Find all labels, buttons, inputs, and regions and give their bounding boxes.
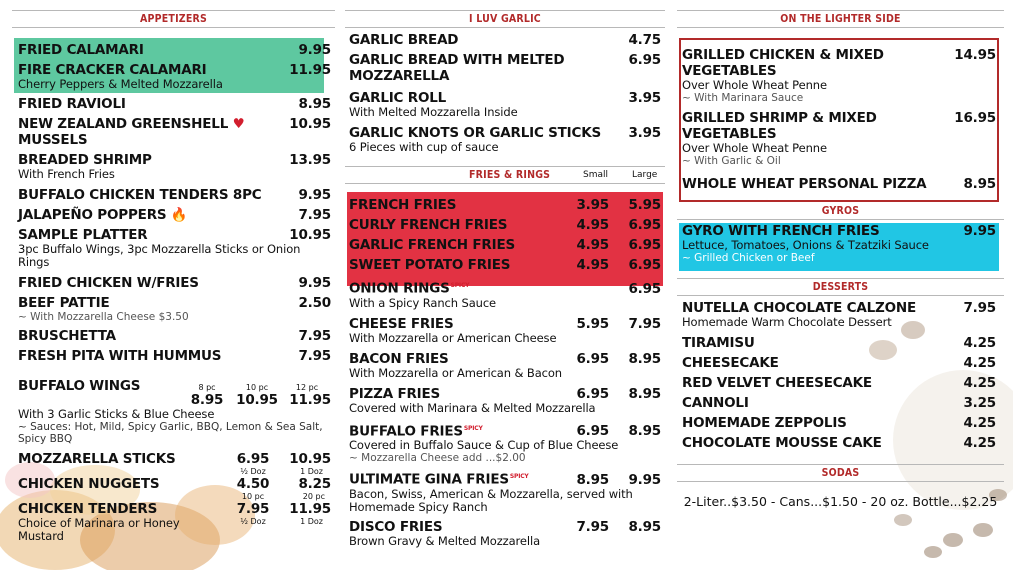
price-large: 8.95: [628, 350, 661, 367]
item-price: 2.50: [298, 295, 331, 311]
item-price: 3.95: [628, 125, 661, 141]
item-name: BRUSCHETTA: [18, 328, 116, 344]
item-price: 7.95: [298, 207, 331, 223]
menu-item[interactable]: [18, 328, 335, 344]
item-name: GARLIC BREAD WITH MELTED: [349, 52, 565, 68]
item-name: GARLIC FRENCH FRIES: [349, 237, 515, 253]
menu-item[interactable]: [18, 501, 335, 543]
menu-item[interactable]: [18, 187, 335, 203]
item-name: GRILLED CHICKEN & MIXED: [682, 47, 884, 63]
item-name: GRILLED SHRIMP & MIXED: [682, 110, 877, 126]
menu-item[interactable]: [18, 476, 335, 501]
price-large: 5.95: [628, 197, 661, 213]
menu-item[interactable]: [682, 300, 1000, 329]
menu-item[interactable]: [349, 351, 665, 380]
flame-icon: 🔥: [170, 207, 188, 223]
spicy-badge: SPICY: [509, 473, 529, 480]
item-price: 11.95: [289, 62, 331, 78]
item-price: 13.95: [289, 152, 331, 168]
item-name: BEEF PATTIE: [18, 295, 110, 311]
item-price: 4.25: [963, 335, 996, 351]
menu-item[interactable]: [682, 223, 1000, 264]
item-name: ULTIMATE GINA FRIES: [349, 471, 509, 488]
price-small: 8.95: [576, 471, 609, 488]
menu-item[interactable]: [349, 32, 665, 48]
menu-item[interactable]: [349, 197, 665, 213]
item-name: CURLY FRENCH FRIES: [349, 217, 508, 233]
item-name: CHEESECAKE: [682, 355, 779, 371]
item-name: WHOLE WHEAT PERSONAL PIZZA: [682, 176, 927, 192]
price-small: 6.95: [576, 385, 609, 402]
item-description: With a Spicy Ranch Sauce: [349, 295, 497, 310]
menu-item[interactable]: [18, 42, 335, 58]
item-name-line2: VEGETABLES: [682, 126, 777, 142]
gyros-header: [677, 202, 1004, 220]
menu-item[interactable]: [349, 257, 665, 273]
price-large: 6.95: [628, 217, 661, 233]
price-large: 8.95: [628, 423, 661, 439]
menu-item[interactable]: [682, 435, 1000, 451]
item-description: With Mozzarella or American Cheese: [349, 330, 557, 345]
size-label: ½ Doz: [240, 467, 266, 476]
lighter-header: [677, 10, 1004, 28]
item-price: 3.25: [963, 395, 996, 411]
item-price: 7.95: [963, 300, 996, 316]
item-name-line2: VEGETABLES: [682, 63, 777, 79]
item-name: CHEESE FRIES: [349, 315, 454, 332]
item-name: CHICKEN NUGGETS: [18, 476, 160, 492]
item-name: MOZZARELLA STICKS: [18, 451, 176, 467]
menu-item[interactable]: [682, 355, 1000, 371]
item-price: 7.95: [298, 348, 331, 364]
size-label: 10 pc: [245, 383, 269, 392]
item-price: 3.95: [628, 90, 661, 106]
menu-item[interactable]: [349, 421, 665, 465]
menu-item[interactable]: [18, 348, 335, 364]
menu-item[interactable]: [18, 62, 335, 91]
item-name: FRESH PITA WITH HUMMUS: [18, 348, 222, 364]
menu-item[interactable]: [18, 295, 335, 323]
price-large: 9.95: [628, 471, 661, 488]
section-title: DESSERTS: [812, 281, 869, 293]
menu-item[interactable]: [18, 152, 335, 181]
item-name: CHICKEN TENDERS: [18, 501, 158, 517]
item-price: 14.95: [954, 47, 996, 63]
item-name: GARLIC BREAD: [349, 32, 459, 48]
section-title: I LUV GARLIC: [469, 13, 541, 25]
menu-item[interactable]: [682, 110, 1000, 167]
spicy-badge: SPICY: [463, 424, 483, 432]
item-description: Over Whole Wheat Penne: [682, 141, 827, 155]
appetizers-column: [12, 10, 335, 570]
lighter-gyros-desserts-column: [677, 10, 1004, 570]
item-price: 4.50: [236, 476, 270, 492]
item-price: 8.95: [298, 96, 331, 112]
item-name: NEW ZEALAND GREENSHELL: [18, 116, 229, 132]
item-description: With Mozzarella or American & Bacon: [349, 365, 562, 380]
garlic-fries-column: [345, 10, 665, 570]
item-note: ~ With Garlic & Oil: [682, 155, 781, 167]
item-price: 4.25: [963, 375, 996, 391]
item-price: 10.95: [236, 392, 278, 408]
item-price: 9.95: [298, 275, 331, 291]
section-title: FRIES & RINGS: [469, 169, 551, 181]
item-name: BUFFALO FRIES: [349, 423, 463, 439]
item-price: 9.95: [298, 187, 331, 203]
item-description: 3pc Buffalo Wings, 3pc Mozzarella Sticks or Onion Rings: [18, 242, 301, 269]
item-price: 7.95: [298, 328, 331, 344]
item-description: Choice of Marinara or Honey Mustard: [18, 516, 180, 543]
section-title: APPETIZERS: [140, 13, 207, 25]
item-description: With French Fries: [18, 167, 115, 181]
size-label: 1 Doz: [300, 517, 323, 526]
size-label: 10 pc: [241, 492, 265, 501]
menu-item[interactable]: [18, 275, 335, 291]
menu-item[interactable]: [349, 217, 665, 233]
item-description: Lettuce, Tomatoes, Onions & Tzatziki Sauce: [682, 238, 929, 252]
menu-item[interactable]: [18, 227, 335, 269]
item-price: 10.95: [289, 116, 331, 132]
price-large: 8.95: [628, 385, 661, 402]
item-description: Over Whole Wheat Penne: [682, 78, 827, 92]
item-price: 10.95: [289, 227, 331, 243]
price-large: 7.95: [628, 315, 661, 332]
item-price: 9.95: [298, 42, 331, 58]
item-name: CANNOLI: [682, 395, 749, 411]
item-name: DISCO FRIES: [349, 518, 443, 535]
item-description: Brown Gravy & Melted Mozzarella: [349, 533, 541, 548]
menu-item[interactable]: [682, 47, 1000, 104]
item-price: 16.95: [954, 110, 996, 126]
menu-item[interactable]: [682, 375, 1000, 391]
item-name: SAMPLE PLATTER: [18, 227, 148, 243]
item-description: 6 Pieces with cup of sauce: [349, 140, 499, 154]
item-name: TIRAMISU: [682, 335, 755, 351]
item-note: ~ Mozzarella Cheese add ...$2.00: [349, 452, 526, 464]
garlic-header: [345, 10, 665, 28]
menu-item[interactable]: [349, 278, 665, 310]
price-large: 6.95: [628, 280, 661, 297]
item-price: 6.95: [236, 451, 270, 467]
menu-item[interactable]: [682, 176, 1000, 192]
item-price: 11.95: [289, 392, 331, 408]
menu-item[interactable]: [349, 52, 665, 84]
price-small: 6.95: [576, 350, 609, 367]
item-description: With Melted Mozzarella Inside: [349, 105, 518, 119]
item-price: 4.75: [628, 32, 661, 48]
price-large: 6.95: [628, 257, 661, 273]
fries-header: [345, 166, 665, 184]
item-note: ~ Grilled Chicken or Beef: [682, 252, 815, 264]
item-name: FRIED RAVIOLI: [18, 96, 126, 112]
menu-item[interactable]: [349, 519, 665, 548]
item-note: ~ Sauces: Hot, Mild, Spicy Garlic, BBQ, Lemon & Sea Salt, Spicy BBQ: [18, 421, 323, 445]
price-small: 6.95: [576, 423, 609, 439]
item-name: FIRE CRACKER CALAMARI: [18, 62, 207, 78]
item-price: 8.95: [963, 176, 996, 192]
heart-icon: ♥: [232, 116, 245, 132]
item-name: FRIED CHICKEN W/FRIES: [18, 275, 199, 291]
menu-item[interactable]: [682, 415, 1000, 431]
item-description: With 3 Garlic Sticks & Blue Cheese: [18, 407, 215, 421]
price-large: 6.95: [628, 237, 661, 253]
column-label-large: Large: [632, 170, 658, 180]
menu-item[interactable]: [349, 469, 665, 514]
item-name: JALAPEÑO POPPERS: [18, 207, 167, 223]
price-small: 4.95: [576, 237, 609, 253]
menu-item[interactable]: [349, 386, 665, 415]
item-name: BUFFALO CHICKEN TENDERS 8PC: [18, 187, 262, 203]
price-large: 8.95: [628, 518, 661, 535]
item-price: 9.95: [963, 223, 996, 239]
item-name: GARLIC KNOTS OR GARLIC STICKS: [349, 125, 601, 141]
price-small: 7.95: [576, 518, 609, 535]
item-name: GARLIC ROLL: [349, 90, 447, 106]
item-description: Covered in Buffalo Sauce & Cup of Blue Cheese: [349, 438, 619, 452]
size-label: ½ Doz: [240, 517, 266, 526]
item-description: Covered with Marinara & Melted Mozzarella: [349, 400, 596, 415]
item-name: GYRO WITH FRENCH FRIES: [682, 223, 880, 239]
item-name: PIZZA FRIES: [349, 385, 441, 402]
item-name: SWEET POTATO FRIES: [349, 257, 511, 273]
appetizers-header: [12, 10, 335, 28]
menu-item[interactable]: [349, 125, 665, 154]
price-small: 3.95: [576, 197, 609, 213]
item-name-line2: MUSSELS: [18, 132, 88, 148]
menu-item[interactable]: [18, 207, 335, 223]
section-title: SODAS: [821, 467, 860, 479]
spicy-badge: SPICY: [450, 282, 470, 289]
item-price: 4.25: [963, 355, 996, 371]
menu-item[interactable]: [18, 451, 335, 476]
menu-item[interactable]: [349, 237, 665, 253]
size-label: 8 pc: [198, 383, 216, 392]
menu-item[interactable]: [18, 116, 335, 148]
menu-item[interactable]: [349, 90, 665, 119]
item-name: RED VELVET CHEESECAKE: [682, 375, 872, 391]
column-label-small: Small: [583, 170, 608, 180]
sodas-prices: 2-Liter..$3.50 - Cans...$1.50 - 20 oz. Bottle...$2.25: [683, 494, 998, 509]
item-price: 7.95: [236, 501, 270, 517]
item-description: Homemade Warm Chocolate Dessert: [682, 315, 892, 329]
item-note: ~ With Marinara Sauce: [682, 92, 804, 104]
item-name-line2: MOZZARELLA: [349, 68, 450, 84]
item-price: 6.95: [628, 52, 661, 68]
size-label: 1 Doz: [300, 467, 323, 476]
item-price: 4.25: [963, 435, 996, 451]
item-description: Cherry Peppers & Melted Mozzarella: [18, 77, 223, 91]
menu-item[interactable]: [349, 316, 665, 345]
item-name: BUFFALO WINGS: [18, 378, 141, 394]
item-price: 8.25: [298, 476, 331, 492]
menu-item[interactable]: [682, 335, 1000, 351]
item-name: FRIED CALAMARI: [18, 42, 144, 58]
item-price: 10.95: [289, 451, 331, 467]
item-price: 11.95: [289, 501, 331, 517]
section-title: ON THE LIGHTER SIDE: [780, 13, 901, 25]
item-note: ~ With Mozzarella Cheese $3.50: [18, 311, 189, 323]
item-name: ONION RINGS: [349, 280, 450, 297]
item-name: FRENCH FRIES: [349, 197, 457, 213]
item-name: BREADED SHRIMP: [18, 152, 152, 168]
buffalo-wings-item[interactable]: [18, 369, 335, 445]
price-small: 4.95: [576, 217, 609, 233]
item-description: Bacon, Swiss, American & Mozzarella, served with Homemade Spicy Ranch: [349, 486, 633, 514]
menu-item[interactable]: [18, 96, 335, 112]
item-name: NUTELLA CHOCOLATE CALZONE: [682, 300, 916, 316]
item-name: CHOCOLATE MOUSSE CAKE: [682, 435, 882, 451]
item-name: HOMEMADE ZEPPOLIS: [682, 415, 847, 431]
size-label: 12 pc: [295, 383, 319, 392]
price-small: 4.95: [576, 257, 609, 273]
price-small: 5.95: [576, 315, 609, 332]
sodas-header: [677, 464, 1004, 482]
item-price: 4.25: [963, 415, 996, 431]
section-title: GYROS: [821, 205, 860, 217]
item-name: BACON FRIES: [349, 350, 449, 367]
item-price: 8.95: [190, 392, 224, 408]
desserts-header: [677, 278, 1004, 296]
size-label: 20 pc: [302, 492, 325, 501]
menu-item[interactable]: [682, 395, 1000, 411]
